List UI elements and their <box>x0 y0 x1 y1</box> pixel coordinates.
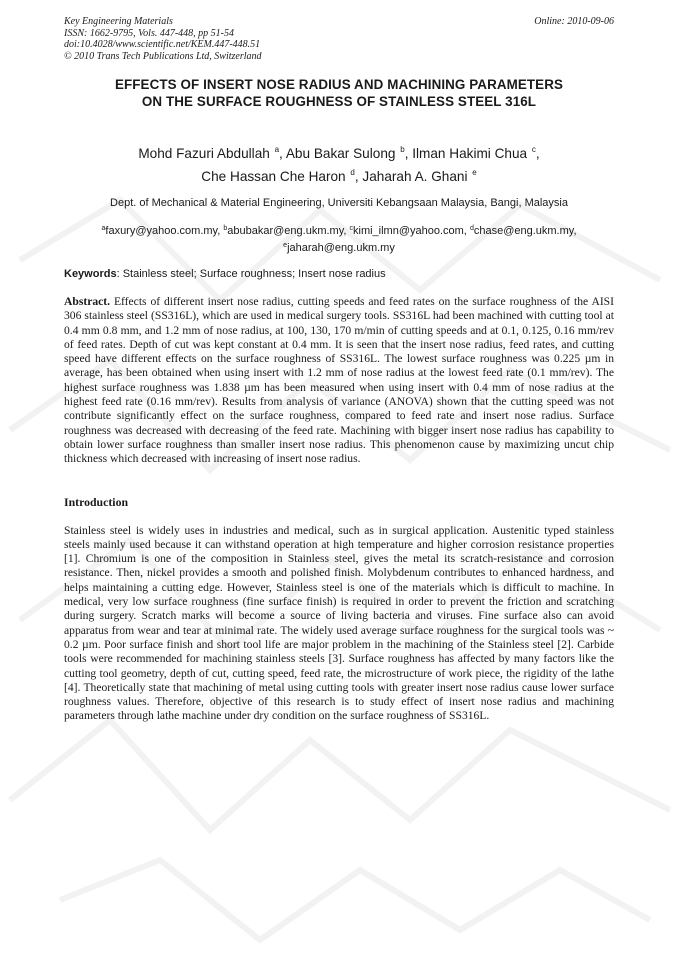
email-address[interactable]: kimi_ilmn@yahoo.com, <box>353 225 470 237</box>
keywords <box>64 267 614 281</box>
email-address[interactable]: abubakar@eng.ukm.my, <box>227 225 350 237</box>
author-sup: c <box>531 145 536 154</box>
author-sup: a <box>274 145 280 154</box>
keywords-label: Keywords <box>64 268 117 280</box>
email-sup: d <box>469 225 474 232</box>
author-name: Abu Bakar Sulong <box>285 146 396 161</box>
author-sup: b <box>400 145 405 154</box>
keywords-text: : Stainless steel; Surface roughness; Insert nose radius <box>116 268 386 280</box>
author-sep: , <box>354 169 363 184</box>
email-sup: b <box>223 225 228 232</box>
author-name: Jaharah A. Ghani <box>362 169 468 184</box>
author-sup: d <box>350 168 355 177</box>
email-sup: a <box>101 225 106 232</box>
journal-issn: ISSN: 1662-9795, Vols. 447-448, pp 51-54 <box>64 27 234 39</box>
journal-doi[interactable]: doi:10.4028/www.scientific.net/KEM.447-448.51 <box>64 39 261 50</box>
author-list <box>64 140 614 186</box>
online-date: Online: 2010-09-06 <box>534 16 614 27</box>
journal-info <box>64 16 262 62</box>
email-address[interactable]: jaharah@eng.ukm.my <box>287 241 395 254</box>
title-line-2: ON THE SURFACE ROUGHNESS OF STAINLESS STEEL 316L <box>141 94 537 109</box>
paper-title <box>64 76 614 110</box>
author-name: Ilman Hakimi Chua <box>412 146 528 161</box>
journal-header <box>64 16 614 62</box>
email-sup: e <box>283 241 288 249</box>
author-sup: e <box>472 168 477 177</box>
author-name: Che Hassan Che Haron <box>201 169 346 184</box>
author-sep: , <box>279 146 286 161</box>
email-address[interactable]: faxury@yahoo.com.my, <box>105 225 224 237</box>
abstract-text: Effects of different insert nose radius, cutting speeds and feed rates on the surface roughness of the AISI 306 stainless steel (SS316L), which are used in medical surgery tools. SS316L had been machined with cutting tool at 0.4 mm 0.8 mm, and 1.2 mm of nose radius, at 100, 130, 170 m/min of cutting speeds and at 0.1, 0.125, 0.16 mm/rev of feed rates. Depth of cut was kept constant at 0.4 mm. It is seen that the insert nose radius, feed rates, and cutting speed have different effects on the surface roughness of SS316L. The lowest surface roughness was 0.225 µm in average, has been obtained when using insert with 1.2 mm of nose radius at the lowest feed rate (0.1 mm/rev). The highest surface roughness was 1.838 µm has been measured when using insert with 0.4 mm of nose radius at the highest feed rate (0.16 mm/rev). Results from analysis of variance (ANOVA) shown that the cutting speed was not contribute significantly effect on the surface roughness, compared to feed rate and insert nose radius. Surface roughness was decreased with decreasing of the feed rate. Machining with bigger insert nose radius has capability to obtain lower surface roughness than smaller insert nose radius. This phenomenon cause by maximizing uncut chip thickness which decreased with increasing of insert nose radius. <box>64 295 614 466</box>
email-list <box>64 222 614 255</box>
introduction-text: Stainless steel is widely uses in industries and medical, such as in surgical application. Austenitic typed stainless steels mainly used because it can withstand operation at high temperature and higher corrosion resistance properties [1]. Chromium is one of the composition in Stainless steel, gives the metal its scratch-resistance and corrosion resistance. Then, nickel provides a smooth and polished finish. Molybdenum contributes to enhanced hardness, and helps maintaining a cutting edge. However, Stainless steel is one of the materials which is difficult to machine. In medical, very low surface roughness (fine surface finish) is required in order to prevent the friction and scratching during surgery. Scratch marks will become a source of living bacteria and viruses. Fine surface also can avoid apparatus from wear and tear at minimal rate. The widely used average surface roughness for the surgical tools was ~ 0.2 µm. Poor surface finish and short tool life are major problem in the machining of the Stainless steel [2]. Carbide tools were recommended for machining stainless steels [3]. Surface roughness has affected by many factors like the cutting tool geometry, depth of cut, cutting speed, feed rate, the microstructure of work piece, the rigidity of the lathe [4]. Theoretically state that machining of metal using cutting tools with greater insert nose radius cause lower surface roughness values. Therefore, objective of this research is to study effect of insert nose radius and machining parameters through lathe machine under dry condition on the surface roughness of SS316L. <box>64 523 614 723</box>
journal-copyright: © 2010 Trans Tech Publications Ltd, Switzerland <box>64 50 262 62</box>
introduction-heading: Introduction <box>64 494 129 509</box>
author-sep: , <box>404 146 413 161</box>
abstract <box>64 295 614 467</box>
title-line-1: EFFECTS OF INSERT NOSE RADIUS AND MACHINING PARAMETERS <box>114 77 564 92</box>
abstract-label: Abstract. <box>64 295 111 308</box>
email-sup: c <box>349 225 353 232</box>
journal-name: Key Engineering Materials <box>64 16 173 27</box>
author-name: Mohd Fazuri Abdullah <box>138 146 270 161</box>
author-sep: , <box>535 146 540 161</box>
email-address[interactable]: chase@eng.ukm.my, <box>473 225 577 237</box>
affiliation: Dept. of Mechanical & Material Engineering, Universiti Kebangsaan Malaysia, Bangi, Malaysia <box>110 197 568 209</box>
